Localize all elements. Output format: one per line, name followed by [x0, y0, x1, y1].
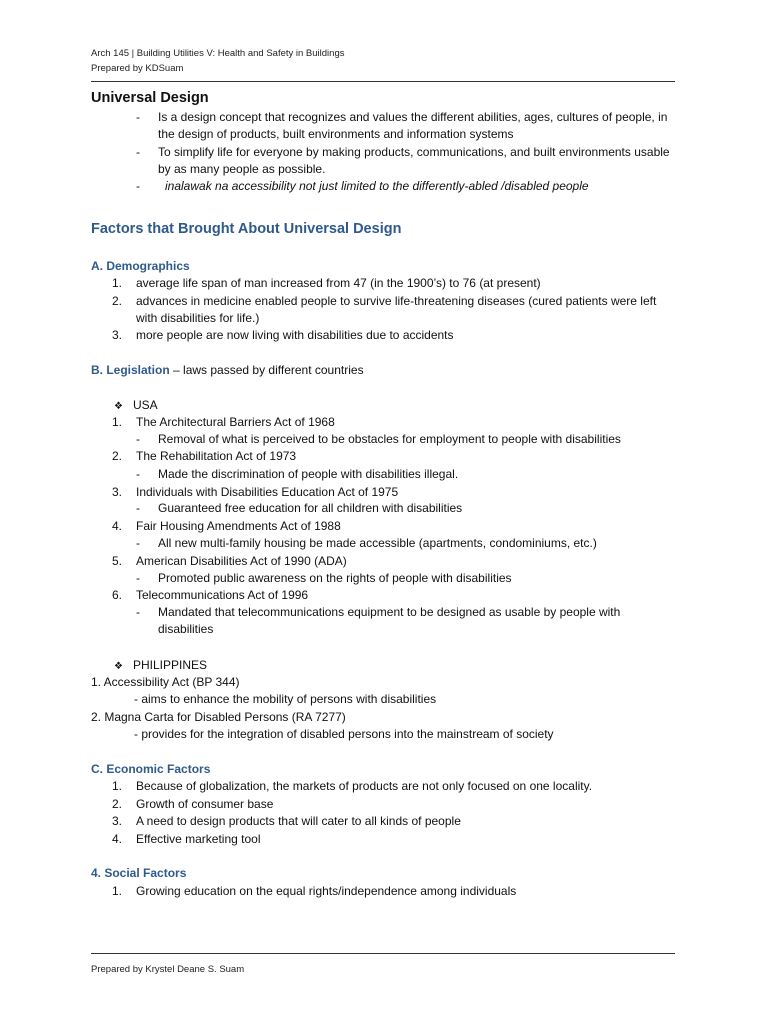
- usa-law-title-2: The Rehabilitation Act of 1973: [136, 449, 297, 463]
- dash-marker: -: [136, 432, 140, 446]
- usa-law-desc-5: Promoted public awareness on the rights of people with disabilities: [158, 571, 512, 585]
- header-divider: [91, 81, 675, 82]
- heading-economic: C. Economic Factors: [91, 762, 211, 776]
- heading-demographics: A. Demographics: [91, 259, 190, 273]
- heading-legislation: [91, 362, 364, 379]
- demographics-item-3: more people are now living with disabilities due to accidents: [136, 328, 454, 342]
- dash-marker: -: [136, 571, 140, 585]
- ph-law-title-1: 1. Accessibility Act (BP 344): [91, 675, 240, 689]
- usa-law-title-3: Individuals with Disabilities Education Act of 1975: [136, 485, 399, 499]
- economic-item-2: Growth of consumer base: [136, 797, 274, 811]
- social-item-1: Growing education on the equal rights/independence among individuals: [136, 884, 517, 898]
- diamond-bullet-icon: ❖: [114, 661, 123, 672]
- dash-marker: -: [136, 536, 140, 550]
- prepared-by-short: Prepared by KDSuam: [91, 63, 184, 74]
- list-number: 4.: [112, 832, 123, 846]
- dash-marker: -: [136, 110, 140, 124]
- usa-law-desc-1: Removal of what is perceived to be obstacles for employment to people with disabilities: [158, 432, 621, 446]
- legislation-label: B. Legislation: [91, 363, 170, 377]
- legislation-desc: – laws passed by different countries: [169, 363, 364, 377]
- list-number: 1.: [112, 276, 123, 290]
- ph-law-title-2: 2. Magna Carta for Disabled Persons (RA 7277): [91, 710, 346, 724]
- list-number: 3.: [112, 485, 123, 499]
- list-number: 2.: [112, 797, 123, 811]
- ud-bullet-3: inalawak na accessibility not just limited to the differently-abled /disabled people: [165, 179, 589, 193]
- dash-marker: -: [136, 145, 140, 159]
- usa-label: USA: [132, 398, 158, 412]
- economic-item-4: Effective marketing tool: [136, 832, 261, 846]
- ph-law-desc-2: - provides for the integration of disabled persons into the mainstream of society: [134, 727, 554, 741]
- usa-law-title-4: Fair Housing Amendments Act of 1988: [136, 519, 341, 533]
- list-number: 2.: [112, 449, 123, 463]
- footer-divider: [91, 953, 675, 954]
- course-title: Arch 145 | Building Utilities V: Health and Safety in Buildings: [91, 48, 345, 59]
- usa-law-title-6: Telecommunications Act of 1996: [136, 588, 309, 602]
- page-footer: Prepared by Krystel Deane S. Suam: [91, 964, 245, 975]
- economic-item-1: Because of globalization, the markets of products are not only focused on one locality.: [136, 779, 593, 793]
- usa-law-desc-6: Mandated that telecommunications equipment to be designed as usable by people with disabilities: [158, 605, 621, 636]
- demographics-item-1: average life span of man increased from 47 (in the 1900’s) to 76 (at present): [136, 276, 541, 290]
- usa-subheading: [114, 397, 158, 415]
- list-number: 1.: [112, 779, 123, 793]
- page-header: [91, 46, 344, 76]
- dash-marker: -: [136, 467, 140, 481]
- list-number: 2.: [112, 294, 123, 308]
- section-title-factors: Factors that Brought About Universal Design: [91, 221, 402, 237]
- section-title-universal-design: Universal Design: [91, 90, 209, 106]
- ph-law-desc-1: - aims to enhance the mobility of persons with disabilities: [134, 692, 437, 706]
- philippines-label: PHILIPPINES: [132, 658, 207, 672]
- philippines-subheading: [114, 657, 207, 675]
- ud-bullet-1: Is a design concept that recognizes and values the different abilities, ages, cultures of people, in the design of products, built environments and information systems: [158, 110, 668, 141]
- list-number: 3.: [112, 814, 123, 828]
- usa-law-desc-4: All new multi-family housing be made accessible (apartments, condominiums, etc.): [158, 536, 597, 550]
- list-number: 6.: [112, 588, 123, 602]
- list-number: 3.: [112, 328, 123, 342]
- demographics-item-2: advances in medicine enabled people to survive life-threatening diseases (cured patients were left with disabilities for life.): [136, 294, 657, 325]
- dash-marker: -: [136, 605, 140, 619]
- usa-law-desc-2: Made the discrimination of people with disabilities illegal.: [158, 467, 459, 481]
- list-number: 5.: [112, 554, 123, 568]
- usa-law-desc-3: Guaranteed free education for all children with disabilities: [158, 501, 463, 515]
- heading-social: 4. Social Factors: [91, 866, 187, 880]
- list-number: 4.: [112, 519, 123, 533]
- diamond-bullet-icon: ❖: [114, 401, 123, 412]
- usa-law-title-1: The Architectural Barriers Act of 1968: [136, 415, 335, 429]
- list-number: 1.: [112, 415, 123, 429]
- economic-item-3: A need to design products that will cater to all kinds of people: [136, 814, 461, 828]
- ud-bullet-2: To simplify life for everyone by making products, communications, and built environments usable by as many people as possible.: [158, 145, 670, 176]
- dash-marker: -: [136, 179, 140, 193]
- usa-law-title-5: American Disabilities Act of 1990 (ADA): [136, 554, 347, 568]
- list-number: 1.: [112, 884, 123, 898]
- dash-marker: -: [136, 501, 140, 515]
